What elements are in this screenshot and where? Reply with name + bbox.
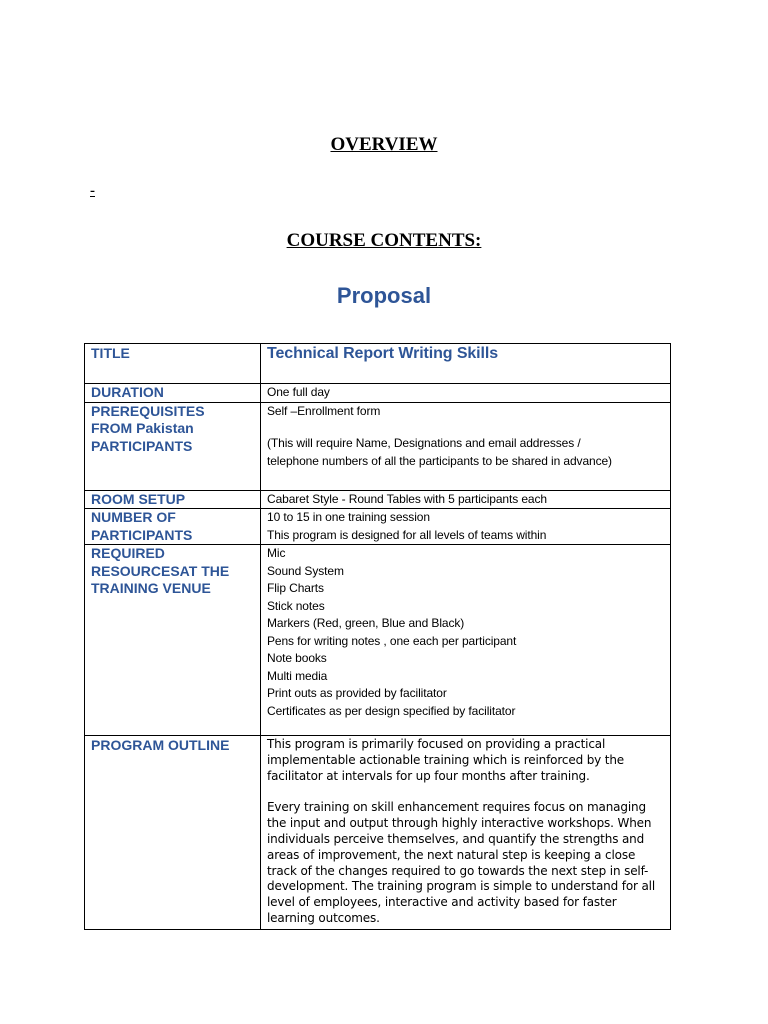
text-line: Self –Enrollment form [267,403,381,418]
label-line: RESOURCESAT THE [91,562,230,579]
row-program-outline [85,736,671,930]
list-item: Markers (Red, green, Blue and Black) [267,616,465,630]
outline-paragraph: Every training on skill enhancement requires focus on managing the input and output through highly interactive workshops. When individuals perceive themselves, and quantify the strengths and areas of improvement, the next natural step is keeping a close track of the changes required to go towards the next step in self-development. The training program is simple to understand for all level of employees, interactive and activity based for faster learning outcomes. [267,800,656,925]
value-room-setup: Cabaret Style - Round Tables with 5 participants each [261,490,671,509]
label-prerequisites [85,402,261,490]
list-item: Sound System [267,563,344,578]
text-line: telephone numbers of all the participants to be shared in advance) [267,453,612,468]
label-duration: DURATION [85,384,261,403]
label-line: PREREQUISITES [91,402,205,419]
row-prerequisites [85,402,671,490]
label-line: FROM Pakistan [91,420,194,436]
value-program-outline [261,736,671,930]
row-required-resources [85,545,671,736]
text-line: This program is designed for all levels of teams within [267,527,547,542]
list-item: Note books [267,651,327,665]
proposal-table [84,343,671,930]
label-line: TRAINING VENUE [91,580,211,596]
value-required-resources [261,545,671,736]
label-number-of-participants [85,509,261,545]
label-required-resources [85,545,261,736]
value-prerequisites [261,402,671,490]
list-item: Stick notes [267,598,325,613]
outline-paragraph: This program is primarily focused on providing a practical implementable actionable training which is reinforced by the facilitator at intervals for up four months after training. [267,737,625,783]
list-item: Flip Charts [267,581,324,595]
label-line: PARTICIPANTS [91,437,193,454]
row-title [85,344,671,384]
overview-heading: OVERVIEW [330,134,438,155]
label-title: TITLE [85,344,261,384]
list-item: Multi media [267,668,328,683]
course-contents-heading: COURSE CONTENTS: [286,230,482,251]
list-item: Print outs as provided by facilitator [267,686,447,700]
text-line: (This will require Name, Designations and email addresses / [267,436,581,450]
proposal-heading: Proposal [336,283,432,308]
value-duration: One full day [261,384,671,403]
label-line: PARTICIPANTS [91,526,193,543]
value-number-of-participants [261,509,671,545]
dash-marker: - [90,183,95,199]
label-room-setup: ROOM SETUP [85,490,261,509]
row-duration [85,384,671,403]
list-item: Pens for writing notes , one each per participant [267,633,517,648]
row-room-setup [85,490,671,509]
row-number-of-participants [85,509,671,545]
list-item: Mic [267,546,286,560]
label-line: NUMBER OF [91,509,176,525]
label-line: REQUIRED [91,545,165,561]
label-program-outline: PROGRAM OUTLINE [85,736,261,930]
text-line: 10 to 15 in one training session [267,510,430,524]
value-title: Technical Report Writing Skills [261,344,671,384]
list-item: Certificates as per design specified by facilitator [267,703,516,718]
